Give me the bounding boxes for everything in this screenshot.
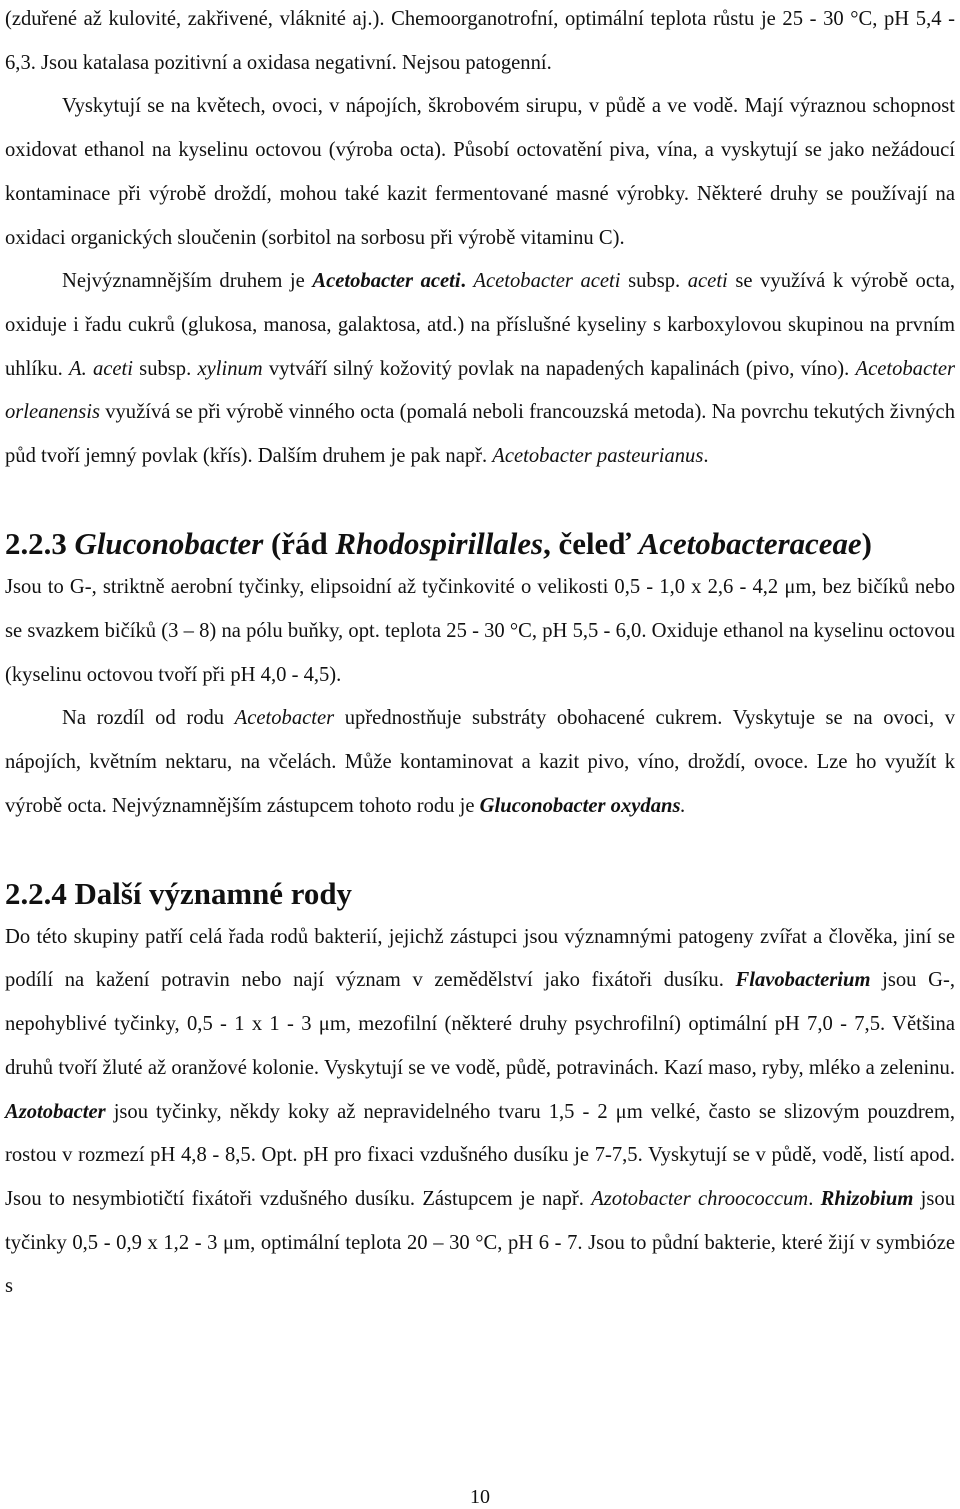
text-run: jsou G-, nepohyblivé tyčinky, 0,5 - 1 x 1 - 3 μm, mezofilní (některé druhy psychrofilní) optimální pH 7,0 - 7,5. Většina druhů tvoří žluté až oranžové kolonie. Vyskytují se ve vodě, půdě, potravinách. Kazí maso, ryby, mléko a zeleninu. — [5, 969, 955, 1079]
text-run: Do této skupiny patří celá řada rodů bakterií, jejichž zástupci jsou významnými patogeny zvířat a člověka, jiní se podílí na kažení potravin nebo nají význam v zemědělství jako fixátoři dusíku. — [5, 925, 955, 992]
paragraph-text: Jsou to G-, striktně aerobní tyčinky, elipsoidní až tyčinkovité o velikosti 0,5 - 1,0 x 2,6 - 4,2 μm, bez bičíků nebo se svazkem bičíků (3 – 8) na pólu buňky, opt. teplota 25 - 30 °C, pH 5,5 - 6,0. Oxiduje ethanol na kyselinu octovou (kyselinu octovou tvoří při pH 4,0 - 4,5). — [5, 576, 955, 686]
species-name: Acetobacter aceti — [473, 270, 621, 293]
genus-name: Azotobacter — [5, 1100, 106, 1123]
paragraph-text: Vyskytují se na květech, ovoci, v nápojích, škrobovém sirupu, v půdě a ve vodě. Mají výraznou schopnost oxidovat ethanol na kyselinu octovou (výroba octa). Působí octovatění piva, vína, a vyskytují se jako nežádoucí kontaminace při výrobě droždí, mohou také kazit fermentované masné výrobky. Některé druhy se používají na oxidaci organických sloučenin (sorbitol na sorbosu při výrobě vitaminu C). — [5, 95, 955, 249]
text-run: využívá se při výrobě vinného octa (pomalá neboli francouzská metoda). Na povrchu tekutých živných půd tvoří jemný povlak (křís). Dalším druhem je pak např. — [5, 401, 955, 468]
heading-genus: Gluconobacter — [74, 526, 264, 562]
text-run: se využívá k výrobě octa, oxiduje i řadu cukrů (glukosa, manosa, galaktosa, atd.) na příslušné kyseliny s karboxylovou skupinou na prvním uhlíku. — [5, 270, 955, 380]
species-name: Acetobacter pasteurianus — [492, 445, 704, 468]
genus-name: Rhizobium — [820, 1187, 914, 1210]
paragraph-acetobacter-properties — [5, 0, 955, 85]
species-name: Acetobacter aceti — [312, 270, 461, 293]
section-heading-gluconobacter — [5, 522, 955, 566]
page-number: 10 — [470, 1486, 490, 1508]
text-run: jsou tyčinky 0,5 - 0,9 x 1,2 - 3 μm, optimální teplota 20 – 30 °C, pH 6 - 7. Jsou to půdní bakterie, které žijí v symbióze s — [5, 1187, 955, 1298]
heading-family: Acetobacteraceae — [638, 526, 862, 562]
text-run: subsp. — [620, 270, 688, 293]
paragraph-acetobacter-species — [5, 260, 955, 479]
heading-order: Rhodospirillales — [335, 526, 544, 562]
paragraph-acetobacter-occurrence — [5, 85, 955, 260]
species-name: Acetobacter orleanensis — [5, 357, 955, 424]
section-spacer — [5, 828, 955, 872]
text-run: . — [703, 445, 709, 468]
section-heading-other-genera: 2.2.4 Další významné rody — [5, 876, 352, 912]
species-name: aceti — [687, 270, 728, 293]
text-run: Na rozdíl od rodu — [62, 707, 235, 730]
section-spacer — [5, 479, 955, 523]
species-name: A. aceti — [69, 357, 133, 380]
text-run: vytváří silný kožovitý povlak na napadených kapalinách (pivo, víno). — [262, 357, 856, 380]
heading-text: ) — [861, 526, 872, 562]
species-name: Acetobacter — [234, 707, 335, 730]
text-run: subsp. — [132, 357, 198, 380]
paragraph-text: (zduřené až kulovité, zakřivené, vláknité aj.). Chemoorganotrofní, optimální teplota růstu je 25 - 30 °C, pH 5,4 - 6,3. Jsou katalasa pozitivní a oxidasa negativní. Nejsou patogenní. — [5, 8, 955, 74]
species-name: xylinum — [197, 357, 263, 380]
document-page — [5, 0, 955, 1309]
text-run: . — [808, 1187, 821, 1210]
paragraph-other-genera — [5, 916, 955, 1309]
text-run: . — [680, 794, 686, 817]
paragraph-gluconobacter-description — [5, 566, 955, 697]
text-run: upřednostňuje substráty obohacené cukrem. Vyskytuje se na ovoci, v nápojích, květním nektaru, na včelách. Může kontaminovat a kazit pivo, víno, droždí, ovoce. Lze ho využít k výrobě octa. Nejvýznamnějším zástupcem tohoto rodu je — [5, 707, 956, 817]
species-name: Gluconobacter oxydans — [479, 794, 681, 817]
paragraph-gluconobacter-occurrence — [5, 697, 955, 828]
text-run: . — [460, 270, 474, 293]
heading-text: , čeleď — [543, 526, 639, 562]
text-run: jsou tyčinky, někdy koky až nepravidelného tvaru 1,5 - 2 μm velké, často se slizovým pouzdrem, rostou v rozmezí pH 4,8 - 8,5. Opt. pH pro fixaci vzdušného dusíku je 7-7,5. Vyskytují se v půdě, vodě, listí apod. Jsou to nesymbiotičtí fixátoři vzdušného dusíku. Zástupcem je např. — [5, 1100, 955, 1210]
genus-name: Flavobacterium — [735, 969, 871, 992]
text-run: Nejvýznamnějším druhem je — [62, 270, 313, 293]
species-name: Azotobacter chroococcum — [591, 1187, 809, 1210]
heading-number: 2.2.3 — [5, 526, 75, 562]
heading-text: (řád — [263, 526, 336, 562]
